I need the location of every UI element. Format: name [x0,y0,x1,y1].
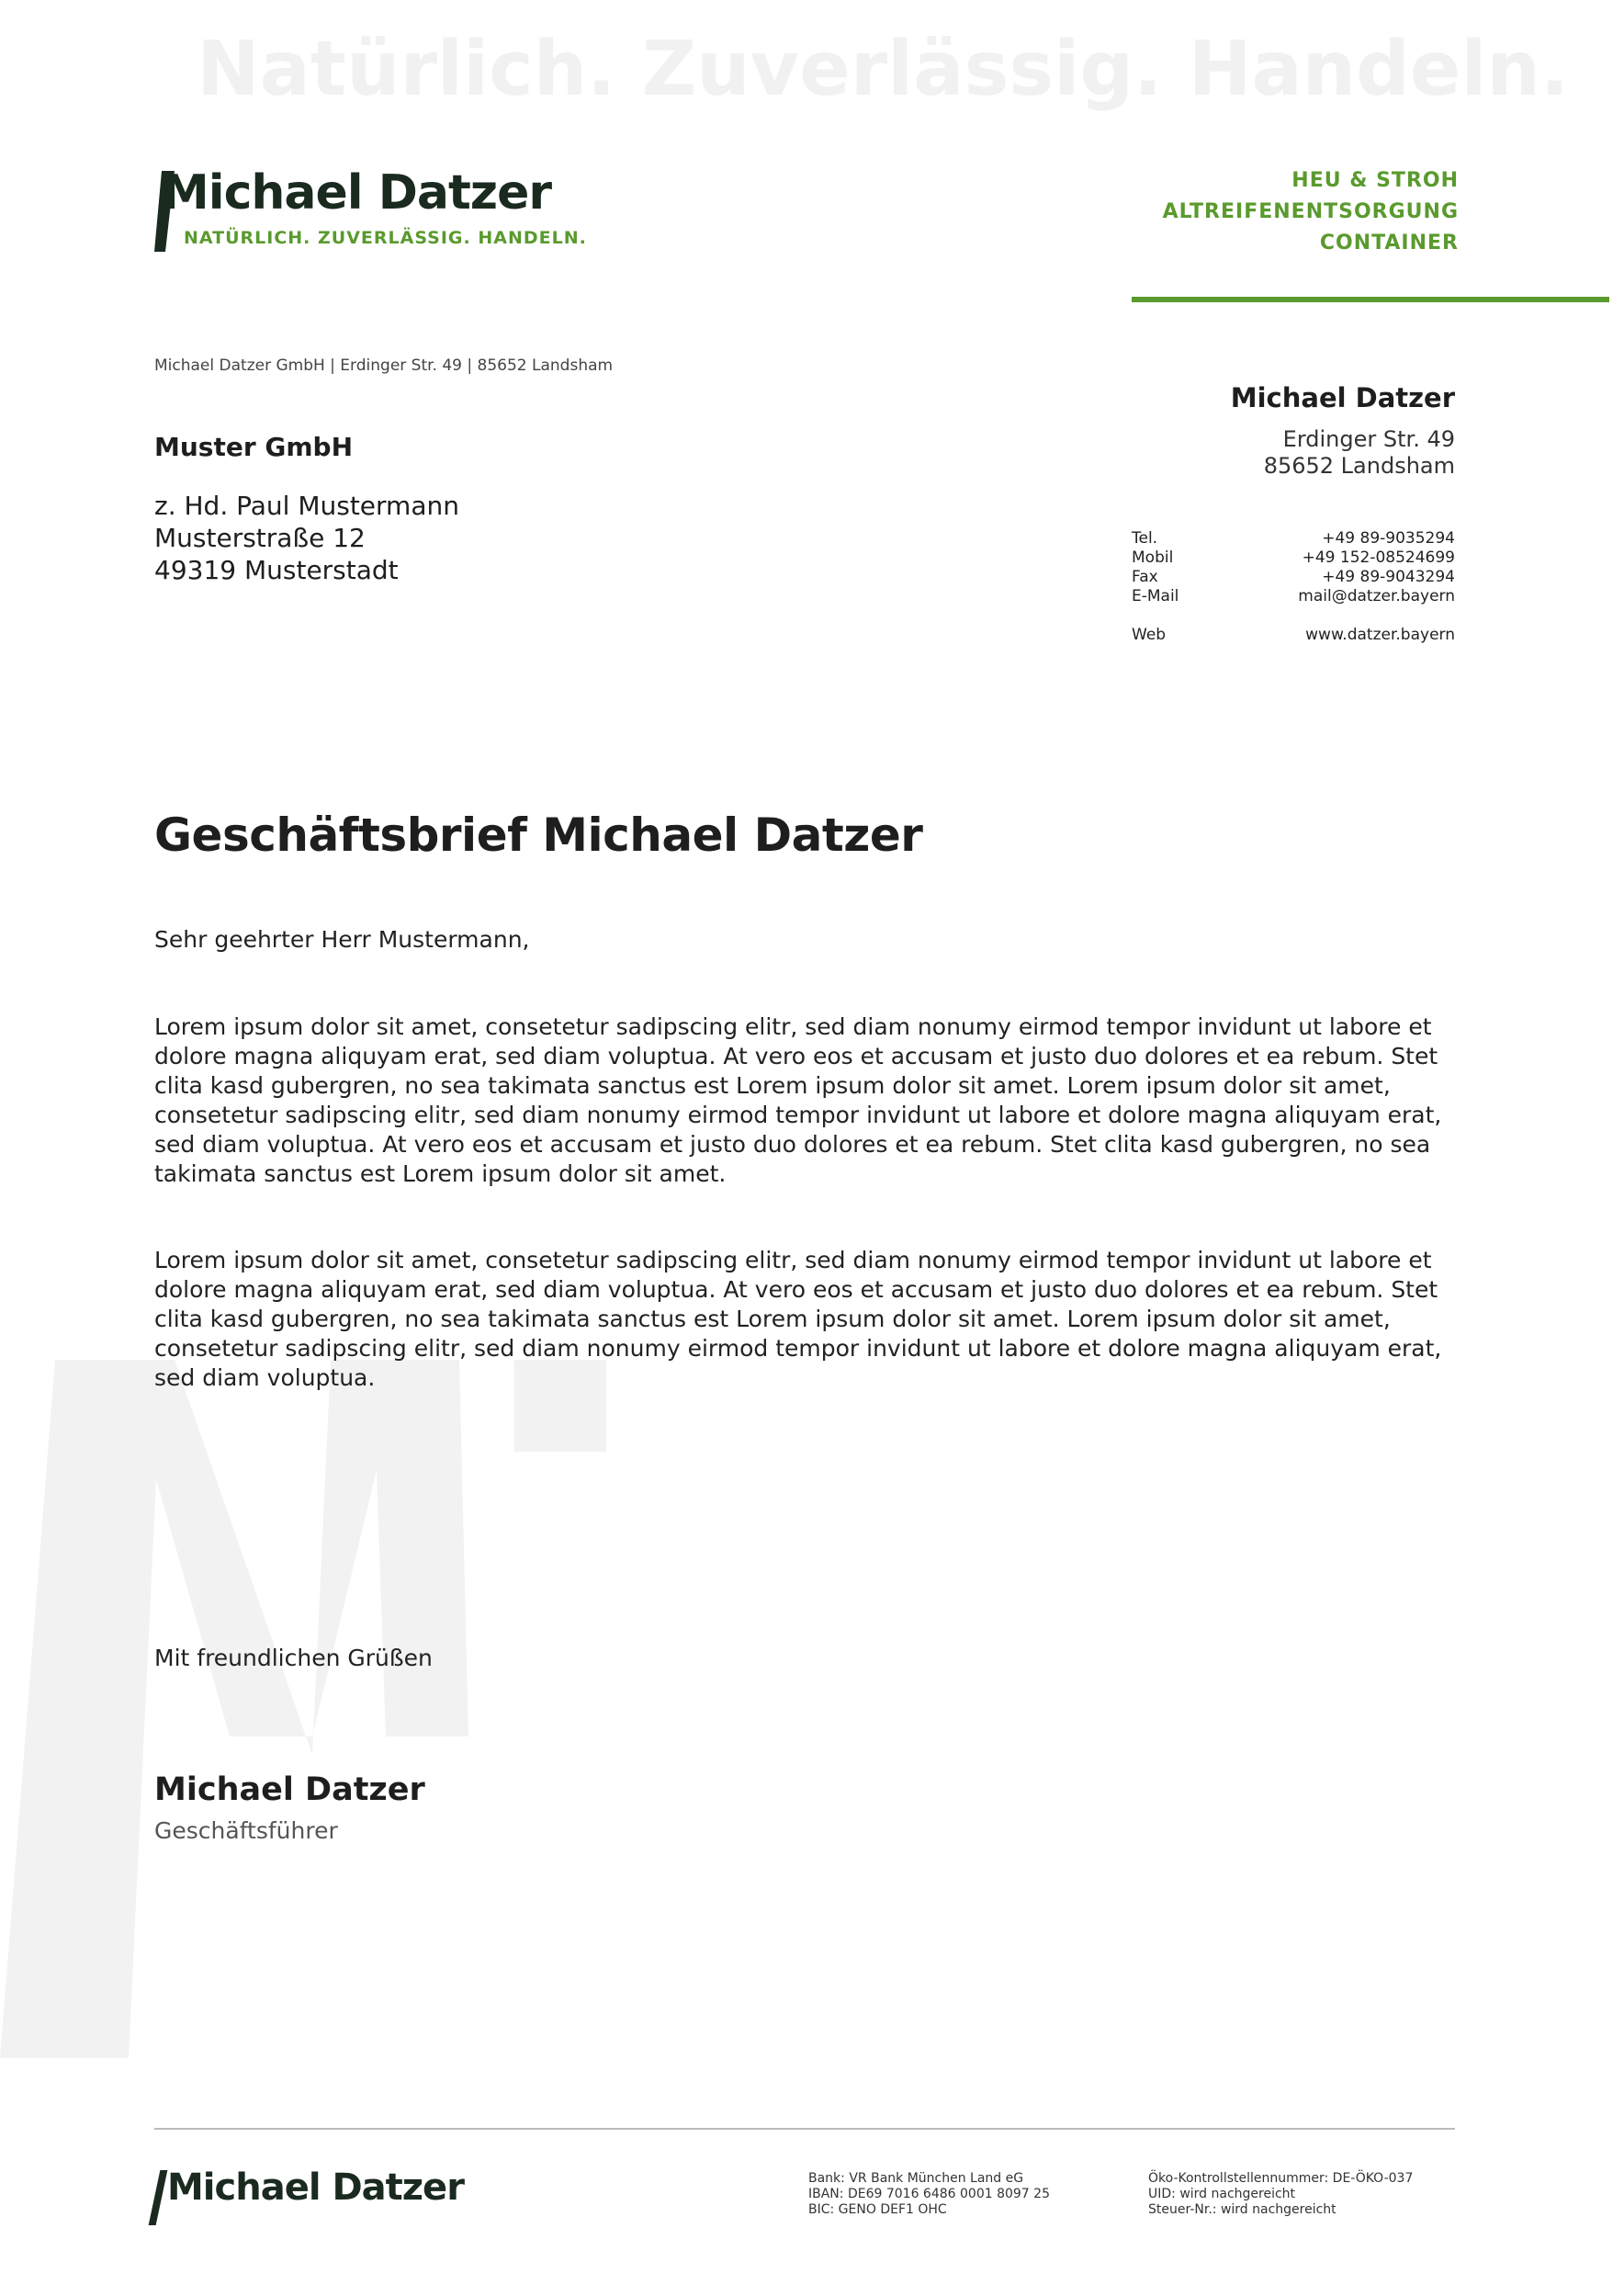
contact-value: +49 89-9035294 [1322,529,1455,548]
background-m-icon [0,1360,606,2058]
footer-bank-line: Bank: VR Bank München Land eG [808,2171,1024,2186]
sender-address-line: Michael Datzer GmbH | Erdinger Str. 49 | 85652 Landsham [154,356,614,375]
recipient-line: Musterstraße 12 [154,523,366,553]
closing: Mit freundlichen Grüßen [154,1645,433,1671]
contact-city: 85652 Landsham [1263,453,1455,479]
footer-legal-line: Öko-Kontrollstellennummer: DE-ÖKO-037 [1148,2171,1414,2186]
footer-logo: Michael Datzer [167,2166,464,2209]
body-paragraph: Lorem ipsum dolor sit amet, consetetur sadipscing elitr, sed diam nonumy eirmod tempor invidunt ut labore et dolore magna aliquyam erat, sed diam voluptua. At vero eos et accusam et justo duo dolores et ea rebum. Stet clita kasd gubergren, no sea takimata sanctus est Lorem ipsum dolor sit amet. Lorem ipsum dolor sit amet, consetetur sadipscing elitr, sed diam nonumy eirmod tempor invidunt ut labore et dolore magna aliquyam erat, sed diam voluptua. At vero eos et accusam et justo duo dolores et ea rebum. Stet clita kasd gubergren, no sea takimata sanctus est Lorem ipsum dolor sit amet. [154,1013,1442,1187]
contact-street: Erdinger Str. 49 [1282,426,1455,452]
contact-label: Tel. [1132,529,1158,548]
recipient-line: z. Hd. Paul Mustermann [154,491,459,521]
contact-row-fax [1132,568,1455,587]
services-list [1163,165,1459,259]
footer-legal-info [1148,2171,1413,2218]
service-item: ALTREIFENENTSORGUNG [1162,200,1459,223]
contact-label: Fax [1132,568,1158,586]
recipient-address [154,432,459,586]
footer-logo-stroke-icon [149,2170,168,2225]
contact-row-mobil [1132,549,1455,568]
letter-title: Geschäftsbrief Michael Datzer [154,809,923,862]
footer-divider [154,2128,1455,2130]
contact-value: www.datzer.bayern [1305,626,1455,644]
watermark-slogan: Natürlich. Zuverlässig. Handeln. [196,26,1569,113]
contact-row-web [1132,626,1455,645]
contact-label: E-Mail [1132,587,1179,605]
footer-legal-line: Steuer-Nr.: wird nachgereicht [1148,2202,1336,2217]
contact-label: Web [1132,626,1167,644]
signer-name: Michael Datzer [154,1771,425,1808]
contact-block [1124,382,1455,480]
logo-slogan: NATÜRLICH. ZUVERLÄSSIG. HANDELN. [184,228,587,248]
footer-bank-line: IBAN: DE69 7016 6486 0001 8097 25 [808,2187,1050,2201]
footer-bank-info [808,2171,1050,2218]
contact-value: mail@datzer.bayern [1298,587,1455,605]
contact-row-email [1132,587,1455,606]
contact-value: +49 89-9043294 [1322,568,1455,586]
footer-legal-line: UID: wird nachgereicht [1148,2187,1296,2201]
contact-value: +49 152-08524699 [1302,549,1455,567]
contact-name: Michael Datzer [1230,382,1455,413]
signer-title: Geschäftsführer [154,1817,338,1844]
service-item: CONTAINER [1319,232,1459,254]
logo-name: Michael Datzer [162,165,551,221]
service-item: HEU & STROH [1291,169,1459,192]
recipient-line: 49319 Musterstadt [154,555,399,585]
contact-label: Mobil [1132,549,1174,567]
header-divider [1132,297,1609,302]
recipient-company: Muster GmbH [154,432,354,462]
contact-details [1132,529,1455,645]
contact-row-tel [1132,529,1455,549]
company-logo [154,165,587,257]
salutation: Sehr geehrter Herr Mustermann, [154,926,530,953]
body-paragraph: Lorem ipsum dolor sit amet, consetetur sadipscing elitr, sed diam nonumy eirmod tempor invidunt ut labore et dolore magna aliquyam erat, sed diam voluptua. At vero eos et accusam et justo duo dolores et ea rebum. Stet clita kasd gubergren, no sea takimata sanctus est Lorem ipsum dolor sit amet. Lorem ipsum dolor sit amet, consetetur sadipscing elitr, sed diam nonumy eirmod tempor invidunt ut labore et dolore magna aliquyam erat, sed diam voluptua. [154,1247,1442,1391]
footer-bank-line: BIC: GENO DEF1 OHC [808,2202,947,2217]
